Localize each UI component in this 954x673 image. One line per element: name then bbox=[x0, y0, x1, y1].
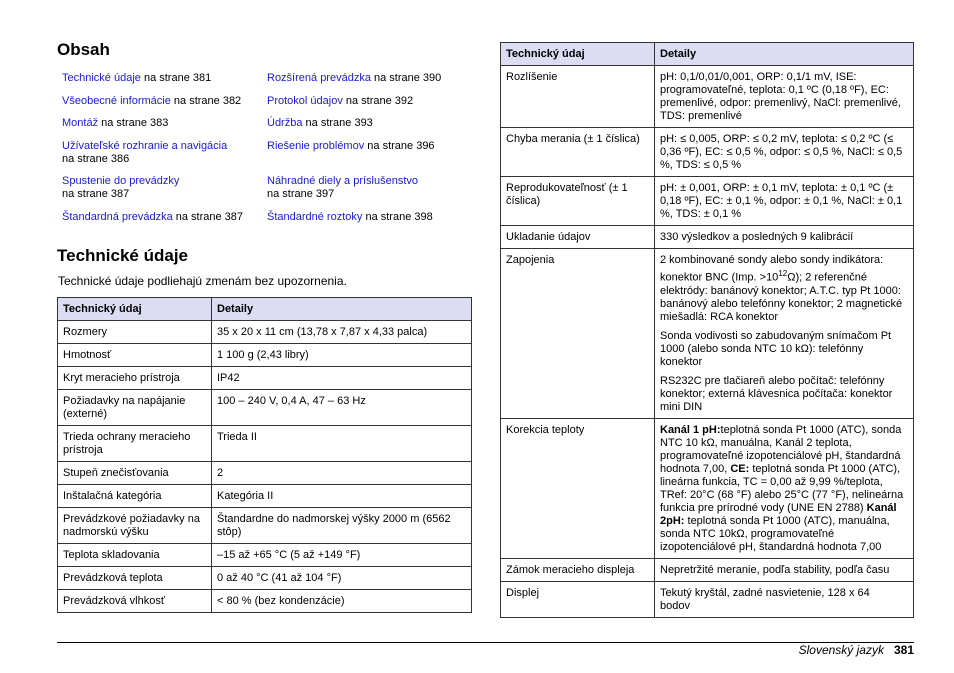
spec-value: pH: ± 0,001, ORP: ± 0,1 mV, teplota: ± 0,1 ºC (± 0,18 ºF), EC: ± 0,1 %, odpor: ± 0,1 %, NaCl: ± 0,1 %, TDS: ± 0,1 % bbox=[655, 177, 914, 226]
footer-divider bbox=[57, 642, 914, 643]
bold-label: CE: bbox=[730, 462, 750, 475]
toc-entry bbox=[267, 140, 477, 166]
connections-paragraph: RS232C pre tlačiareň alebo počítač: telefónny konektor; externá klávesnica počítača: konektor mini DIN bbox=[660, 374, 893, 413]
spec-value: 100 – 240 V, 0,4 A, 47 – 63 Hz bbox=[212, 390, 472, 426]
connections-text: 2 kombinované sondy alebo sondy indikátora: konektor BNC (Imp. >10 bbox=[660, 254, 884, 284]
toc-link[interactable]: Údržba bbox=[267, 117, 303, 129]
spec-value bbox=[655, 249, 914, 419]
table-row bbox=[58, 508, 472, 544]
spec-value: 35 x 20 x 11 cm (13,78 x 7,87 x 4,33 palca) bbox=[212, 321, 472, 344]
spec-value: 1 100 g (2,43 libry) bbox=[212, 344, 472, 367]
spec-name: Rozlíšenie bbox=[501, 66, 655, 128]
toc-entry bbox=[62, 117, 262, 130]
page-number: 381 bbox=[893, 643, 914, 657]
toc-page-ref: na strane 396 bbox=[364, 139, 435, 152]
spec-value: pH: ≤ 0,005, ORP: ≤ 0,2 mV, teplota: ≤ 0,2 ºC (≤ 0,36 ºF), EC: ≤ 0,5 %, odpor: ≤ 0,5 %, NaCl: ≤ 0,5 %, TDS: ≤ 0,5 % bbox=[655, 128, 914, 177]
toc-link[interactable]: Protokol údajov bbox=[267, 94, 343, 107]
toc-list bbox=[57, 72, 472, 233]
spec-text: teplotná sonda Pt 1000 (ATC), sonda NTC 10 kΩ, manuálna, Kanál 2 teplota, programovateľné izopotenciálové pH, štandardná hodnota 7,00, bbox=[660, 423, 902, 475]
spec-name: Hmotnosť bbox=[58, 344, 212, 367]
toc-link[interactable]: Štandardné roztoky bbox=[267, 210, 363, 223]
toc-entry bbox=[267, 72, 477, 85]
spec-name: Inštalačná kategória bbox=[58, 485, 212, 508]
column-header: Detaily bbox=[212, 298, 472, 321]
spec-name: Prevádzková vlhkosť bbox=[58, 590, 212, 613]
toc-link[interactable]: Spustenie do prevádzky bbox=[62, 175, 180, 187]
exponent: 12 bbox=[778, 269, 788, 278]
toc-entry bbox=[62, 140, 262, 166]
spec-value: Nepretržité meranie, podľa stability, podľa času bbox=[655, 558, 914, 581]
spec-name: Prevádzková teplota bbox=[58, 567, 212, 590]
column-header: Detaily bbox=[655, 43, 914, 66]
spec-name: Požiadavky na napájanie (externé) bbox=[58, 390, 212, 426]
toc-page-ref: na strane 387 bbox=[172, 210, 244, 223]
specs-intro: Technické údaje podliehajú zmenám bez upozornenia. bbox=[58, 274, 347, 288]
toc-page-ref: na strane 383 bbox=[98, 117, 169, 129]
column-header: Technický údaj bbox=[58, 298, 212, 321]
table-row bbox=[501, 226, 914, 249]
spec-value: 0 až 40 °C (41 až 104 °F) bbox=[212, 567, 472, 590]
spec-name: Stupeň znečisťovania bbox=[58, 462, 212, 485]
toc-page-ref: na strane 390 bbox=[370, 72, 442, 84]
table-row bbox=[58, 567, 472, 590]
spec-text: teplotná sonda Pt 1000 (ATC), lineárna funkcia, TC = 0,00 až 9,99 %/teplota, TRef: 20°C (68 °F) alebo 25°C (77 °F), nelineárna funkcia pre prírodné vody (UNE EN 2788) bbox=[660, 462, 904, 514]
toc-page-ref: na strane 387 bbox=[62, 188, 130, 200]
table-row bbox=[58, 462, 472, 485]
column-header: Technický údaj bbox=[501, 43, 655, 66]
left-column bbox=[57, 40, 472, 613]
spec-name: Trieda ochrany meracieho prístroja bbox=[58, 426, 212, 462]
spec-value: Tekutý kryštál, zadné nasvietenie, 128 x 64 bodov bbox=[655, 581, 914, 617]
spec-name: Reprodukovateľnosť (± 1 číslica) bbox=[501, 177, 655, 226]
spec-name: Kryt meracieho prístroja bbox=[58, 367, 212, 390]
toc-page-ref: na strane 393 bbox=[302, 117, 373, 129]
toc-heading: Obsah bbox=[57, 40, 110, 59]
table-row bbox=[501, 128, 914, 177]
spec-name: Ukladanie údajov bbox=[501, 226, 655, 249]
spec-value: 330 výsledkov a posledných 9 kalibrácií bbox=[655, 226, 914, 249]
specs-table-right bbox=[500, 42, 914, 618]
toc-page-ref: na strane 392 bbox=[342, 94, 414, 107]
table-row bbox=[501, 418, 914, 558]
spec-name: Prevádzkové požiadavky na nadmorskú výšku bbox=[58, 508, 212, 544]
table-row bbox=[501, 177, 914, 226]
right-column bbox=[500, 42, 914, 618]
toc-page-ref: na strane 397 bbox=[267, 188, 335, 200]
toc-entry bbox=[267, 95, 477, 108]
toc-link[interactable]: Náhradné diely a príslušenstvo bbox=[267, 175, 419, 187]
toc-entry bbox=[267, 175, 477, 201]
table-row bbox=[58, 590, 472, 613]
spec-value: 2 bbox=[212, 462, 472, 485]
table-row bbox=[58, 426, 472, 462]
page-footer bbox=[799, 643, 914, 657]
table-row bbox=[58, 321, 472, 344]
spec-name: Rozmery bbox=[58, 321, 212, 344]
table-row bbox=[501, 581, 914, 617]
toc-link[interactable]: Štandardná prevádzka bbox=[62, 210, 173, 223]
spec-value: pH: 0,1/0,01/0,001, ORP: 0,1/1 mV, ISE: programovateľné, teplota: 0,1 ºC (0,18 ºF), EC: premenlivé, odpor: premenlivý, NaCl: premenlivé, TDS: premenlivé bbox=[655, 66, 914, 128]
table-row bbox=[501, 558, 914, 581]
spec-name: Zámok meracieho displeja bbox=[501, 558, 655, 581]
toc-entry bbox=[267, 117, 477, 130]
spec-value: IP42 bbox=[212, 367, 472, 390]
toc-link[interactable]: Technické údaje bbox=[62, 72, 141, 84]
toc-page-ref: na strane 381 bbox=[140, 72, 212, 84]
table-row bbox=[58, 485, 472, 508]
toc-page-ref: na strane 382 bbox=[170, 94, 242, 107]
spec-name: Teplota skladovania bbox=[58, 544, 212, 567]
spec-value: Trieda II bbox=[212, 426, 472, 462]
table-header-row bbox=[58, 298, 472, 321]
toc-link[interactable]: Montáž bbox=[62, 117, 99, 129]
toc-link[interactable]: Užívateľské rozhranie a navigácia bbox=[62, 139, 228, 152]
toc-link[interactable]: Riešenie problémov bbox=[267, 139, 365, 152]
connections-text: Ω); 2 referenčné elektródy: banánový konektor; A.T.C. typ Pt 1000: banánový alebo telefónny konektor; 2 magnetické miešadlá: RCA konektor bbox=[660, 271, 903, 323]
spec-name: Displej bbox=[501, 581, 655, 617]
toc-page-ref: na strane 398 bbox=[362, 210, 433, 223]
spec-name: Korekcia teploty bbox=[501, 418, 655, 558]
table-row bbox=[58, 367, 472, 390]
specs-table-left bbox=[57, 297, 472, 613]
toc-link[interactable]: Všeobecné informácie bbox=[62, 94, 171, 107]
toc-entry bbox=[62, 72, 262, 85]
toc-entry bbox=[62, 175, 262, 201]
specs-heading: Technické údaje bbox=[57, 246, 189, 265]
toc-entry bbox=[62, 95, 262, 108]
spec-value bbox=[655, 418, 914, 558]
table-row bbox=[58, 390, 472, 426]
spec-value: < 80 % (bez kondenzácie) bbox=[212, 590, 472, 613]
spec-name: Zapojenia bbox=[501, 249, 655, 419]
table-row bbox=[501, 66, 914, 128]
bold-label: Kanál 2pH: bbox=[660, 501, 897, 527]
spec-name: Chyba merania (± 1 číslica) bbox=[501, 128, 655, 177]
bold-label: Kanál 1 pH: bbox=[660, 423, 721, 436]
table-row bbox=[501, 249, 914, 419]
toc-link[interactable]: Rozšírená prevádzka bbox=[267, 72, 371, 84]
table-row bbox=[58, 344, 472, 367]
toc-page-ref: na strane 386 bbox=[62, 152, 130, 165]
spec-text: teplotná sonda Pt 1000 (ATC), manuálna, sonda NTC 10kΩ, programovateľné izopotenciálové pH, štandardná hodnota 7,00 bbox=[660, 514, 890, 553]
spec-value: Kategória II bbox=[212, 485, 472, 508]
connections-paragraph bbox=[660, 254, 908, 324]
footer-language: Slovenský jazyk bbox=[798, 643, 884, 657]
table-header-row bbox=[501, 43, 914, 66]
spec-value: –15 až +65 °C (5 až +149 °F) bbox=[212, 544, 472, 567]
toc-entry bbox=[267, 211, 477, 224]
table-row bbox=[58, 544, 472, 567]
connections-paragraph: Sonda vodivosti so zabudovaným snímačom Pt 1000 (alebo sonda NTC 10 kΩ): telefónny konektor bbox=[660, 329, 892, 368]
spec-value: Štandardne do nadmorskej výšky 2000 m (6562 stôp) bbox=[212, 508, 472, 544]
toc-entry bbox=[62, 211, 262, 224]
